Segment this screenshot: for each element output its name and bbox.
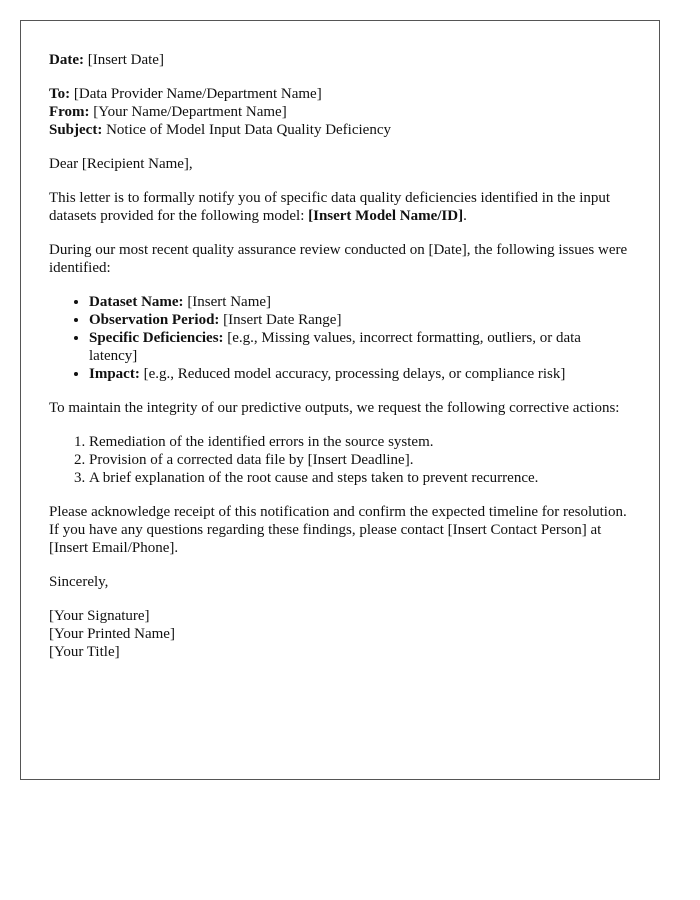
list-item: 3. A brief explanation of the root cause and steps taken to prevent recurrence.: [89, 469, 631, 487]
issue-value: [e.g., Missing values, incorrect formatting, outliers, or data latency]: [89, 330, 581, 364]
issue-value: [Insert Date Range]: [219, 312, 342, 328]
signature: [Your Signature]: [49, 608, 150, 624]
sign-off: Sincerely,: [49, 574, 109, 590]
salutation: Dear [Recipient Name],: [49, 156, 193, 172]
issues-list: [49, 293, 631, 383]
list-item: [89, 311, 631, 329]
issue-label: Impact:: [89, 366, 140, 382]
date-label: Date:: [49, 52, 84, 68]
to-label: To:: [49, 86, 71, 102]
closing-paragraph: Please acknowledge receipt of this notification and confirm the expected timeline for resolution. If you have any questions regarding these findings, please contact [Insert Contact Person] at [Insert Email/Phone].: [49, 504, 627, 556]
from-label: From:: [49, 104, 90, 120]
review-paragraph: During our most recent quality assurance review conducted on [Date], the following issues were identified:: [49, 242, 628, 276]
issue-value: [e.g., Reduced model accuracy, processing delays, or compliance risk]: [139, 366, 566, 382]
subject-line: [49, 121, 631, 139]
list-item: [89, 365, 631, 383]
intro-model: [Insert Model Name/ID]: [308, 208, 464, 224]
sender-title: [Your Title]: [49, 644, 120, 660]
actions-list: [49, 433, 631, 487]
subject-value: Notice of Model Input Data Quality Deficiency: [102, 122, 391, 138]
to-line: [49, 85, 631, 103]
actions-intro: To maintain the integrity of our predictive outputs, we request the following corrective actions:: [49, 400, 620, 416]
intro-end: .: [463, 208, 467, 224]
from-value: [Your Name/Department Name]: [89, 104, 287, 120]
issue-label: Dataset Name:: [89, 294, 184, 310]
list-item: 2. Provision of a corrected data file by [Insert Deadline].: [89, 451, 631, 469]
signature-block: [49, 607, 631, 661]
date-line: [49, 51, 631, 69]
letter-page: [20, 20, 660, 780]
to-value: [Data Provider Name/Department Name]: [70, 86, 322, 102]
list-item: [89, 329, 631, 365]
letter-header: [49, 51, 631, 155]
printed-name: [Your Printed Name]: [49, 626, 175, 642]
issue-label: Observation Period:: [89, 312, 220, 328]
intro-paragraph: [49, 189, 631, 225]
intro-text: This letter is to formally notify you of specific data quality deficiencies identified in the input datasets provided for the following model:: [49, 190, 611, 224]
subject-label: Subject:: [49, 122, 103, 138]
issue-value: [Insert Name]: [183, 294, 272, 310]
list-item: 1. Remediation of the identified errors in the source system.: [89, 433, 631, 451]
issue-label: Specific Deficiencies:: [89, 330, 224, 346]
list-item: [89, 293, 631, 311]
from-line: [49, 103, 631, 121]
date-value: [Insert Date]: [83, 52, 164, 68]
